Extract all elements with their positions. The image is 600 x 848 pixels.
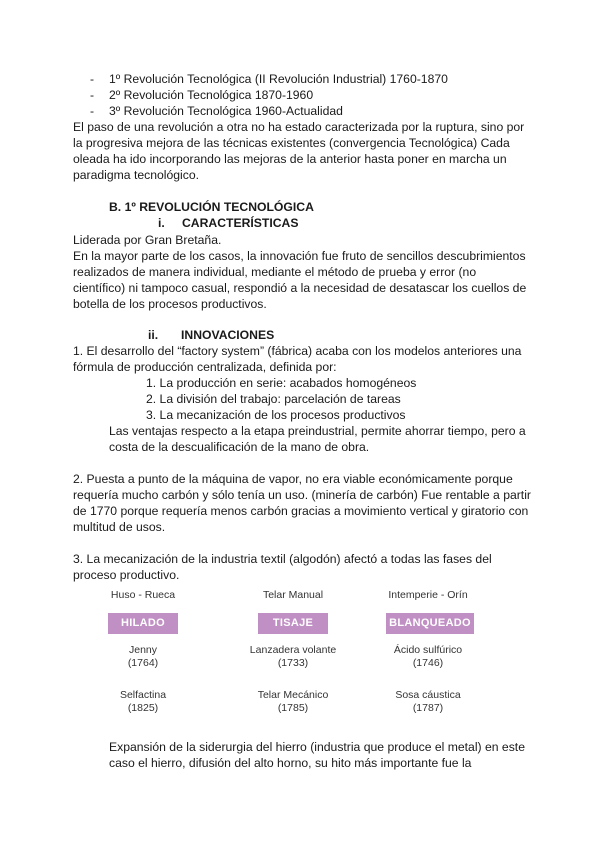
phase-1-previous-method: Huso - Rueca	[110, 589, 176, 601]
point1-sublist-item-1: 1. La producción en serie: acabados homogéneos	[146, 376, 417, 390]
phase-3-invention-1-year: (1746)	[412, 657, 444, 669]
subsection-ii-number: ii.	[148, 328, 159, 342]
characteristics-line-4: botella de los procesos productivos.	[73, 297, 267, 311]
phase-2-label: TISAJE	[258, 613, 328, 634]
intro-line-3: oleada ha ido incorporando las mejoras de la anterior hasta poner en marcha un	[73, 152, 507, 166]
intro-line-4: paradigma tecnológico.	[73, 168, 200, 182]
phase-3-label: BLANQUEADO	[386, 613, 474, 634]
list-item-period-1: 1º Revolución Tecnológica (II Revolución Industrial) 1760-1870	[109, 72, 448, 86]
phase-1-invention-2-year: (1825)	[127, 702, 159, 714]
phase-1-invention-1-year: (1764)	[127, 657, 159, 669]
point1-sublist-item-3: 3. La mecanización de los procesos productivos	[146, 408, 406, 422]
point1-advantages-line-2: costa de la descualificación de la mano de obra.	[109, 440, 370, 454]
subsection-i-title: CARACTERÍSTICAS	[182, 216, 299, 230]
point1-sublist-item-2: 2. La división del trabajo: parcelación de tareas	[146, 392, 401, 406]
phase-3-invention-2-year: (1787)	[412, 702, 444, 714]
closing-line-2: caso el hierro, difusión del alto horno, su hito más importante fue la	[109, 756, 472, 770]
phase-2-invention-1-year: (1733)	[277, 657, 309, 669]
phase-1-invention-1-name: Jenny	[128, 644, 158, 656]
phase-2-previous-method: Telar Manual	[262, 589, 324, 601]
phase-3-invention-2-name: Sosa cáustica	[395, 689, 461, 701]
phase-2-invention-2-name: Telar Mecánico	[257, 689, 329, 701]
intro-line-2: la progresiva mejora de las técnicas existentes (convergencia Tecnológica) Cada	[73, 136, 510, 150]
point3-line-2: proceso productivo.	[73, 568, 180, 582]
point1-line-2: fórmula de producción centralizada, definida por:	[73, 360, 337, 374]
list-item-period-2: 2º Revolución Tecnológica 1870-1960	[109, 88, 314, 102]
point2-line-3: de 1770 porque requería menos carbón gracias a movimiento vertical y giratorio con	[73, 504, 529, 518]
list-bullet: -	[90, 72, 95, 86]
phase-2-invention-1-name: Lanzadera volante	[249, 644, 337, 656]
list-bullet: -	[90, 88, 95, 102]
characteristics-line-3: científico) ni tampoco casual, respondió a la necesidad de desatascar los cuellos de	[73, 281, 527, 295]
subsection-i-number: i.	[158, 216, 165, 230]
intro-line-1: El paso de una revolución a otra no ha estado caracterizada por la ruptura, sino por	[73, 120, 525, 134]
phase-1-label: HILADO	[108, 613, 178, 634]
phase-1-invention-2-name: Selfactina	[119, 689, 167, 701]
section-b-title: B. 1º REVOLUCIÓN TECNOLÓGICA	[109, 200, 314, 214]
closing-line-1: Expansión de la siderurgia del hierro (industria que produce el metal) en este	[109, 740, 525, 754]
list-item-period-3: 3º Revolución Tecnológica 1960-Actualidad	[109, 104, 343, 118]
point2-line-4: multitud de usos.	[73, 520, 166, 534]
point1-advantages-line-1: Las ventajas respecto a la etapa preindustrial, permite ahorrar tiempo, pero a	[109, 424, 526, 438]
led-by-line: Liderada por Gran Bretaña.	[73, 233, 222, 247]
characteristics-line-2: realizados de manera individual, mediante el método de prueba y error (no	[73, 265, 477, 279]
characteristics-line-1: En la mayor parte de los casos, la innovación fue fruto de sencillos descubrimientos	[73, 249, 526, 263]
point1-line-1: 1. El desarrollo del “factory system” (fábrica) acaba con los modelos anteriores una	[73, 344, 522, 358]
point2-line-2: requería mucho carbón y sólo tenía un uso. (minería de carbón) Fue rentable a partir	[73, 488, 531, 502]
point3-line-1: 3. La mecanización de la industria textil (algodón) afectó a todas las fases del	[73, 552, 492, 566]
phase-3-invention-1-name: Ácido sulfúrico	[393, 644, 463, 656]
list-bullet: -	[90, 104, 95, 118]
subsection-ii-title: INNOVACIONES	[181, 328, 275, 342]
point2-line-1: 2. Puesta a punto de la máquina de vapor, no era viable económicamente porque	[73, 472, 513, 486]
phase-3-previous-method: Intemperie - Orín	[388, 589, 468, 601]
phase-2-invention-2-year: (1785)	[277, 702, 309, 714]
